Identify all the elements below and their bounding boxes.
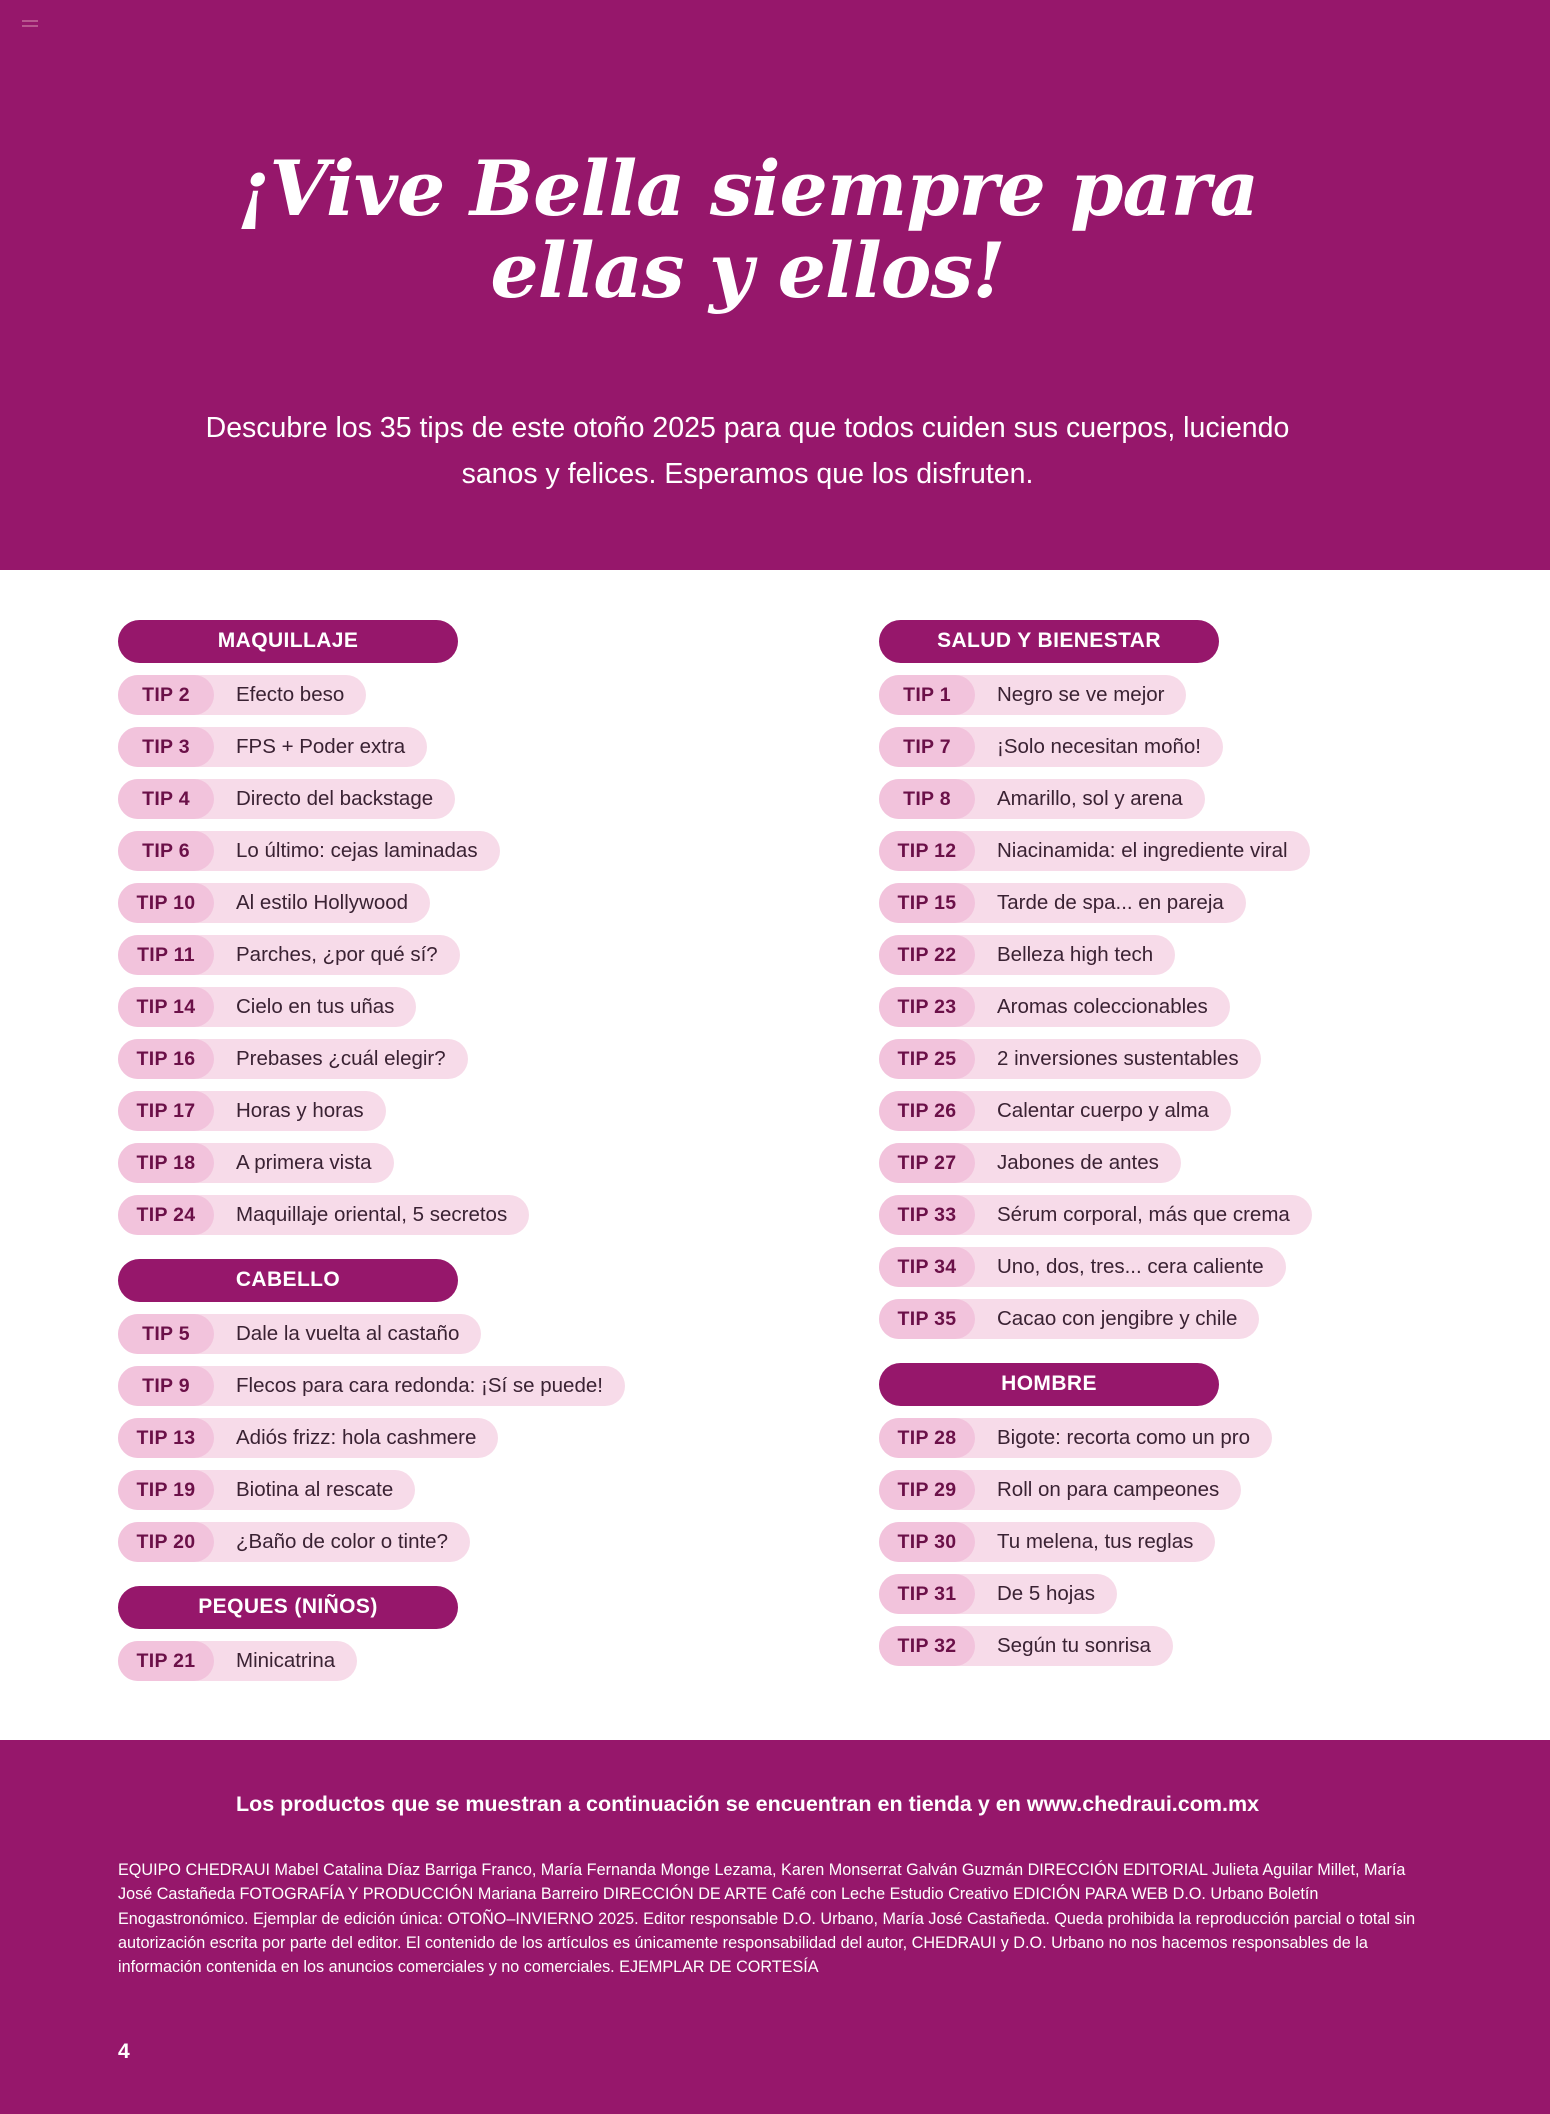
category-header: PEQUES (NIÑOS)	[118, 1586, 458, 1629]
tip-row[interactable]	[879, 1143, 1181, 1183]
tip-row[interactable]	[118, 987, 416, 1027]
category-header: HOMBRE	[879, 1363, 1219, 1406]
tip-badge: TIP 1	[879, 675, 975, 715]
tip-badge: TIP 8	[879, 779, 975, 819]
tip-label: Dale la vuelta al castaño	[236, 1322, 460, 1345]
tip-badge: TIP 31	[879, 1574, 975, 1614]
page-title	[0, 144, 1495, 316]
tip-badge: TIP 7	[879, 727, 975, 767]
tip-label: Según tu sonrisa	[997, 1634, 1151, 1657]
tip-badge: TIP 4	[118, 779, 214, 819]
tip-badge: TIP 34	[879, 1247, 975, 1287]
tip-label: Negro se ve mejor	[997, 683, 1165, 706]
tip-badge: TIP 32	[879, 1626, 975, 1666]
tip-badge: TIP 11	[118, 935, 214, 975]
tip-row[interactable]	[118, 1143, 394, 1183]
tip-label: FPS + Poder extra	[236, 735, 406, 758]
tip-badge: TIP 16	[118, 1039, 214, 1079]
tip-badge: TIP 28	[879, 1418, 975, 1458]
page-number: 4	[118, 2040, 130, 2063]
tip-row[interactable]	[879, 1039, 1261, 1079]
tip-row[interactable]	[118, 1091, 386, 1131]
tip-label: Parches, ¿por qué sí?	[236, 943, 438, 966]
tip-label: Horas y horas	[236, 1099, 364, 1122]
tip-row[interactable]	[879, 675, 1186, 715]
tip-row[interactable]	[118, 831, 500, 871]
tip-row[interactable]	[879, 1574, 1117, 1614]
tip-label: Roll on para campeones	[997, 1478, 1220, 1501]
tips-column-left	[118, 620, 789, 1693]
tip-badge: TIP 6	[118, 831, 214, 871]
credits-text: EQUIPO CHEDRAUI Mabel Catalina Díaz Barriga Franco, María Fernanda Monge Lezama, Karen Monserrat Galván Guzmán DIRECCIÓN EDITORIAL Julieta Aguilar Millet, María José Castañeda FOTOGRAFÍA Y PRODUCCIÓN Mariana Barreiro DIRECCIÓN DE ARTE Café con Leche Estudio Creativo EDICIÓN PARA WEB D.O. Urbano Boletín Enogastronómico. Ejemplar de edición única: OTOÑO–INVIERNO 2025. Editor responsable D.O. Urbano, María José Castañeda. Queda prohibida la reproducción parcial o total sin autorización escrita por parte del editor. El contenido de los artículos es únicamente responsabilidad del autor, CHEDRAUI y D.O. Urbano no nos hacemos responsables de la información contenida en los anuncios comerciales y no comerciales. EJEMPLAR DE CORTESÍA	[118, 1861, 1416, 1977]
page-subtitle: Descubre los 35 tips de este otoño 2025 para que todos cuiden sus cuerpos, luciendo sanos y felices. Esperamos que los disfruten.	[205, 412, 1290, 491]
tip-label: De 5 hojas	[997, 1582, 1096, 1605]
tip-row[interactable]	[879, 1470, 1241, 1510]
tip-badge: TIP 27	[879, 1143, 975, 1183]
tip-row[interactable]	[118, 883, 430, 923]
tip-label: Al estilo Hollywood	[236, 891, 409, 914]
tip-label: ¿Baño de color o tinte?	[236, 1530, 448, 1553]
tip-label: Prebases ¿cuál elegir?	[236, 1047, 446, 1070]
tip-label: Calentar cuerpo y alma	[997, 1099, 1209, 1122]
footer-headline: Los productos que se muestran a continuación se encuentran en tienda y en www.chedraui.com.mx	[235, 1792, 1260, 1816]
page-title-line2: ellas y ellos!	[490, 226, 1005, 316]
tip-label: Sérum corporal, más que crema	[997, 1203, 1290, 1226]
category-header: SALUD Y BIENESTAR	[879, 620, 1219, 663]
tip-label: Efecto beso	[236, 683, 345, 706]
tip-row[interactable]	[879, 1626, 1173, 1666]
hero-side-strip	[1495, 0, 1550, 570]
tip-badge: TIP 20	[118, 1522, 214, 1562]
tip-row[interactable]	[118, 727, 427, 767]
tip-badge: TIP 26	[879, 1091, 975, 1131]
tip-row[interactable]	[879, 1091, 1231, 1131]
tip-label: Biotina al rescate	[236, 1478, 394, 1501]
tip-badge: TIP 5	[118, 1314, 214, 1354]
tip-row[interactable]	[118, 935, 460, 975]
tip-badge: TIP 22	[879, 935, 975, 975]
tip-label: Lo último: cejas laminadas	[236, 839, 478, 862]
tip-label: Uno, dos, tres... cera caliente	[997, 1255, 1264, 1278]
tip-label: Cielo en tus uñas	[236, 995, 395, 1018]
tip-badge: TIP 3	[118, 727, 214, 767]
tip-label: Minicatrina	[236, 1649, 336, 1672]
tip-row[interactable]	[879, 1522, 1215, 1562]
tip-row[interactable]	[879, 727, 1223, 767]
tip-label: Adiós frizz: hola cashmere	[236, 1426, 477, 1449]
tip-badge: TIP 2	[118, 675, 214, 715]
tip-label: ¡Solo necesitan moño!	[997, 735, 1201, 758]
tip-badge: TIP 9	[118, 1366, 214, 1406]
tip-badge: TIP 13	[118, 1418, 214, 1458]
tip-label: Aromas coleccionables	[997, 995, 1208, 1018]
tip-badge: TIP 19	[118, 1470, 214, 1510]
tip-row[interactable]	[879, 1418, 1272, 1458]
tip-row[interactable]	[118, 675, 366, 715]
tip-row[interactable]	[879, 831, 1310, 871]
tip-label: Flecos para cara redonda: ¡Sí se puede!	[236, 1374, 603, 1397]
tip-label: Tarde de spa... en pareja	[997, 891, 1224, 914]
tip-badge: TIP 18	[118, 1143, 214, 1183]
tip-badge: TIP 23	[879, 987, 975, 1027]
tip-badge: TIP 35	[879, 1299, 975, 1339]
tip-row[interactable]	[118, 1039, 468, 1079]
tip-badge: TIP 14	[118, 987, 214, 1027]
tip-badge: TIP 10	[118, 883, 214, 923]
category-header: MAQUILLAJE	[118, 620, 458, 663]
tip-badge: TIP 25	[879, 1039, 975, 1079]
tip-label: Jabones de antes	[997, 1151, 1159, 1174]
page-title-line1: ¡Vive Bella siempre para	[237, 144, 1258, 233]
tip-badge: TIP 29	[879, 1470, 975, 1510]
tip-row[interactable]	[879, 1195, 1312, 1235]
tip-row[interactable]	[118, 1418, 498, 1458]
tip-row[interactable]	[118, 1641, 357, 1681]
tip-badge: TIP 17	[118, 1091, 214, 1131]
tip-row[interactable]	[118, 1195, 529, 1235]
tip-label: Cacao con jengibre y chile	[997, 1307, 1238, 1330]
category-header: CABELLO	[118, 1259, 458, 1302]
tips-columns	[0, 620, 1550, 1693]
tip-label: Directo del backstage	[236, 787, 434, 810]
footer-side-strip	[1495, 1740, 1550, 2114]
tip-badge: TIP 21	[118, 1641, 214, 1681]
tip-label: Maquillaje oriental, 5 secretos	[236, 1203, 508, 1226]
tip-label: Niacinamida: el ingrediente viral	[997, 839, 1288, 862]
tip-row[interactable]	[879, 1247, 1286, 1287]
tip-row[interactable]	[118, 1366, 625, 1406]
tip-badge: TIP 24	[118, 1195, 214, 1235]
tip-row[interactable]	[879, 883, 1246, 923]
menu-icon[interactable]	[22, 20, 38, 30]
tip-label: Amarillo, sol y arena	[997, 787, 1183, 810]
tips-group	[879, 675, 1550, 1351]
tip-label: Bigote: recorta como un pro	[997, 1426, 1250, 1449]
tip-badge: TIP 30	[879, 1522, 975, 1562]
tip-row[interactable]	[118, 779, 455, 819]
tip-row[interactable]	[118, 1470, 415, 1510]
tip-row[interactable]	[118, 1522, 470, 1562]
tip-label: Tu melena, tus reglas	[997, 1530, 1194, 1553]
tip-label: 2 inversiones sustentables	[997, 1047, 1239, 1070]
tip-badge: TIP 33	[879, 1195, 975, 1235]
tips-group	[118, 1641, 789, 1693]
tips-column-right	[879, 620, 1550, 1693]
tip-row[interactable]	[879, 779, 1205, 819]
tip-badge: TIP 15	[879, 883, 975, 923]
tip-badge: TIP 12	[879, 831, 975, 871]
tip-row[interactable]	[879, 987, 1230, 1027]
tip-row[interactable]	[879, 935, 1175, 975]
tip-row[interactable]	[118, 1314, 481, 1354]
tip-row[interactable]	[879, 1299, 1259, 1339]
tips-group	[879, 1418, 1550, 1678]
tip-label: A primera vista	[236, 1151, 372, 1174]
tip-label: Belleza high tech	[997, 943, 1154, 966]
tips-group	[118, 675, 789, 1247]
tips-group	[118, 1314, 789, 1574]
